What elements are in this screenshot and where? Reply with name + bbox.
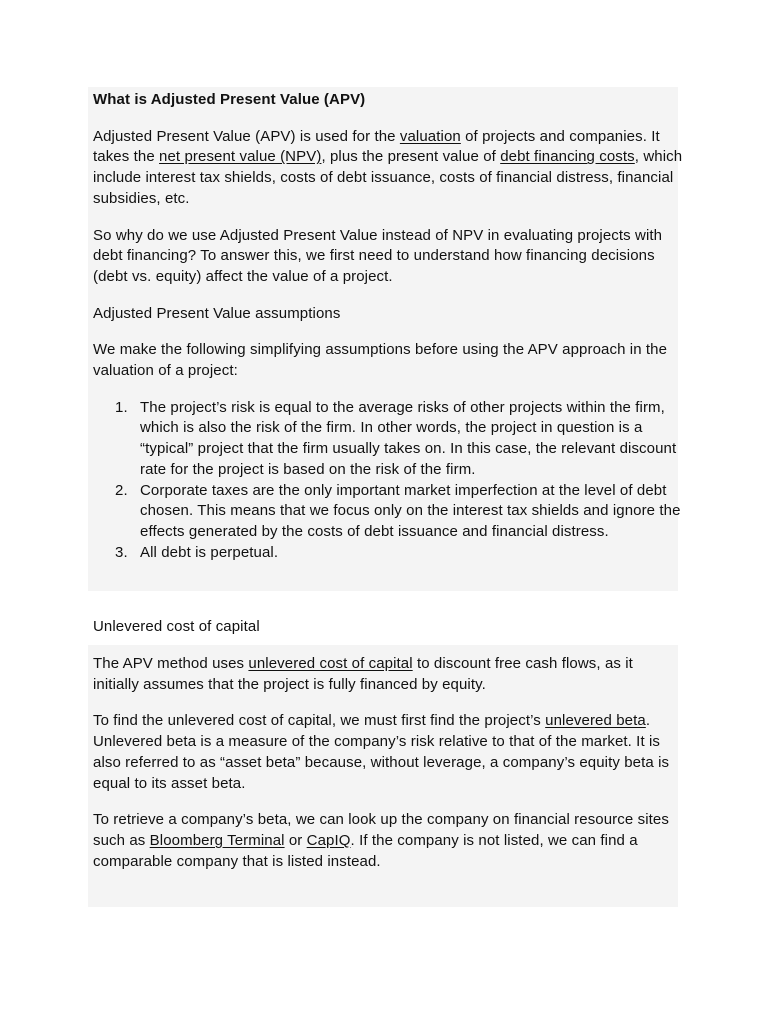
- heading-unlevered-cost: Unlevered cost of capital: [93, 618, 260, 636]
- paragraph-unlevered-beta-text-b: . Unlevered beta is a measure of the company’s risk relative to that of the market. It is also referred to as “asset beta” because, without leverage, a company’s equity beta is equal to its asset beta.: [93, 712, 670, 792]
- list-item-text: The project’s risk is equal to the average risks of other projects within the firm, which is also the risk of the firm. In other words, the project in question is a “typical” project that the firm usually takes on. In this case, the relevant discount rate for the project is based on the risk of the firm.: [140, 398, 677, 478]
- document-body: [93, 90, 683, 872]
- heading-assumptions: Adjusted Present Value assumptions: [93, 304, 341, 322]
- list-item: [93, 398, 683, 481]
- link-bloomberg-terminal[interactable]: Bloomberg Terminal: [149, 831, 285, 849]
- paragraph-retrieve-beta-text-c: . If the company is not listed, we can find a comparable company that is listed instead.: [93, 831, 638, 870]
- paragraph-unlevered-beta-text-a: To find the unlevered cost of capital, we must first find the project’s: [93, 712, 546, 730]
- paragraph-retrieve-beta-text-b: or: [284, 831, 307, 849]
- assumptions-list: [93, 398, 683, 564]
- link-npv[interactable]: net present value (NPV): [159, 148, 322, 166]
- link-unlevered-beta[interactable]: unlevered beta: [545, 712, 646, 730]
- paragraph-retrieve-beta: [93, 810, 683, 872]
- paragraph-intro-text-d: , which include interest tax shields, costs of debt issuance, costs of financial distress, financial subsidies, etc.: [93, 148, 683, 207]
- paragraph-unlevered-beta: [93, 711, 683, 794]
- list-item: [93, 481, 683, 543]
- link-valuation[interactable]: valuation: [399, 127, 461, 145]
- link-capiq[interactable]: CapIQ: [306, 831, 351, 849]
- list-number: 1.: [115, 398, 128, 416]
- paragraph-apv-method: [93, 654, 683, 695]
- paragraph-intro-text-c: , plus the present value of: [321, 148, 501, 166]
- list-item: [93, 543, 683, 564]
- list-item-text: All debt is perpetual.: [140, 543, 279, 561]
- link-unlevered-cost-of-capital[interactable]: unlevered cost of capital: [248, 655, 413, 673]
- paragraph-retrieve-beta-text-a: To retrieve a company’s beta, we can look up the company on financial resource sites such as: [93, 811, 669, 849]
- list-number: 2.: [115, 481, 128, 499]
- paragraph-apv-method-text-b: to discount free cash flows, as it initially assumes that the project is fully financed by equity.: [93, 655, 633, 693]
- paragraph-intro: [93, 127, 683, 210]
- doc-title: What is Adjusted Present Value (APV): [93, 91, 366, 108]
- paragraph-why-apv: So why do we use Adjusted Present Value instead of NPV in evaluating projects with debt financing? To answer this, we first need to understand how financing decisions (debt vs. equity) affect the value of a project.: [93, 226, 663, 285]
- paragraph-intro-text-b: of projects and companies. It takes the: [93, 127, 660, 166]
- list-item-text: Corporate taxes are the only important market imperfection at the level of debt chosen. This means that we focus only on the interest tax shields and ignore the effects generated by the costs of debt issuance and financial distress.: [140, 481, 681, 540]
- paragraph-assumptions-intro: We make the following simplifying assumptions before using the APV approach in the valuation of a project:: [93, 341, 668, 380]
- paragraph-intro-text-a: Adjusted Present Value (APV) is used for the: [93, 127, 400, 145]
- list-number: 3.: [115, 543, 128, 561]
- link-debt-financing-costs[interactable]: debt financing costs: [500, 148, 635, 166]
- paragraph-apv-method-text-a: The APV method uses: [93, 655, 249, 673]
